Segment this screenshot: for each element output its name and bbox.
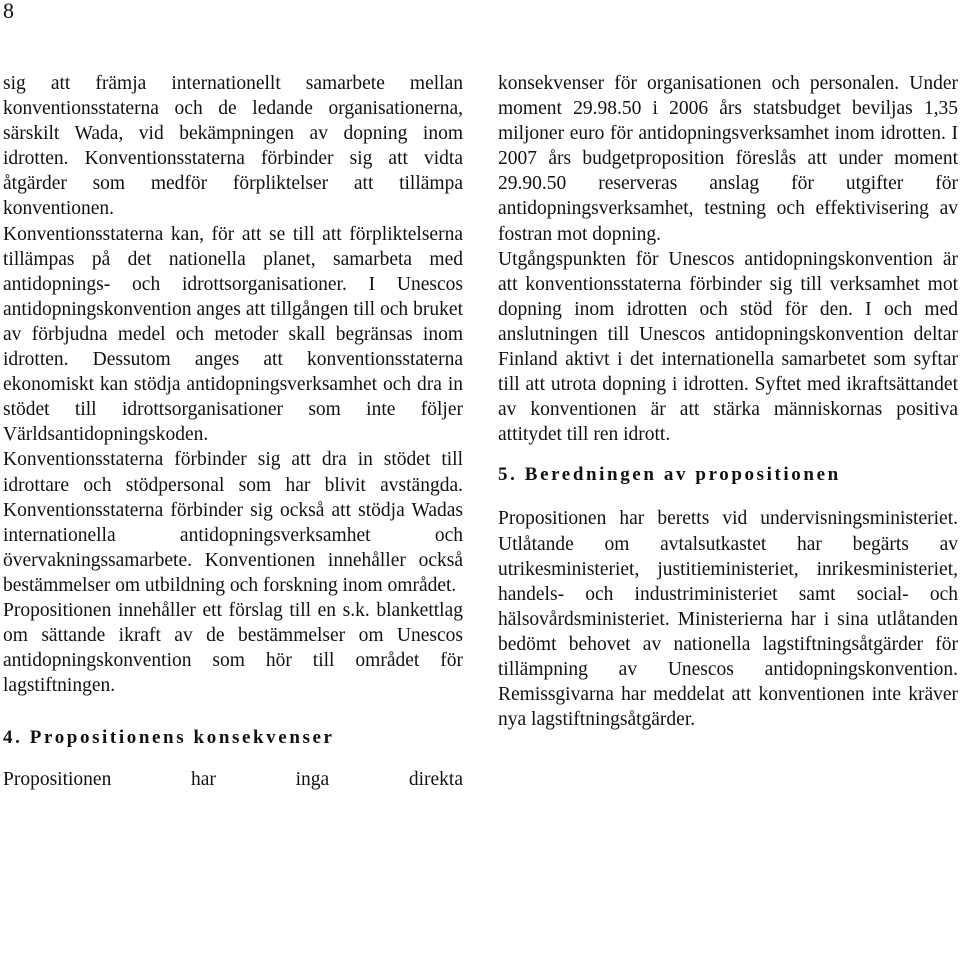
right-column	[498, 71, 958, 732]
body-paragraph: Utgångspunkten för Unescos antidopningskonvention är att konventionsstaterna förbinder sig till verksamhet mot dopning inom idrotten och stöd för den. I och med anslutningen till Unescos antidopningskonvention deltar Finland aktivt i det internationella samarbetet som syftar till att utrota dopning i idrotten. Syftet med ikraftsättandet av konventionen är att stärka människornas positiva attitydet till ren idrott.	[498, 248, 958, 446]
body-paragraph: konsekvenser för organisationen och personalen. Under moment 29.98.50 i 2006 års statsbudget beviljas 1,35 miljoner euro för antidopningsverksamhet inom idrotten. I 2007 års budgetproposition föreslås att under moment 29.90.50 reserveras anslag för utgifter för antidopningsverksamhet, testning och effektivisering av fostran mot dopning.	[498, 73, 958, 245]
body-paragraph: Konventionsstaterna förbinder sig att dra in stödet till idrottare och stödpersonal som har blivit avstängda. Konventionsstaterna förbinder sig också att stödja Wadas internationella antidopningsverksamhet och övervakningssamarbete. Konventionen innehåller också bestämmelser om utbildning och forskning inom området.	[3, 449, 463, 596]
body-paragraph: Propositionen har beretts vid undervisningsministeriet. Utlåtande om avtalsutkastet har begärts av utrikesministeriet, justitieministeriet, inrikesministeriet, handels- och industriministeriet samt social- och hälsovårdsministeriet. Ministerierna har i sina utlåtanden bedömt behovet av nationella lagstiftningsåtgärder för tillämpning av Unescos antidopningskonvention. Remissgivarna har meddelat att konventionen inte kräver nya lagstiftningsåtgärder.	[498, 508, 958, 731]
body-paragraph: Propositionen innehåller ett förslag till en s.k. blankettlag om sättande ikraft av de bestämmelser om Unescos antidopningskonvention som hör till området för lagstiftningen.	[3, 599, 463, 697]
section-heading-4: 4. Propositionens konsekvenser	[3, 727, 335, 749]
body-paragraph: Konventionsstaterna kan, för att se till att förpliktelserna tillämpas på det nationella planet, samarbeta med antidopnings- och idrottsorganisationer. I Unescos antidopningskonvention anges att tillgången till och bruket av förbjudna medel och metoder skall begränsas inom idrotten. Dessutom anges att konventionsstaterna ekonomiskt kan stödja antidopningsverksamhet och dra in stödet till idrottsorganisationer som inte följer Världsantidopningskoden.	[3, 223, 463, 446]
section-heading-5: 5. Beredningen av propositionen	[498, 464, 841, 486]
body-paragraph: sig att främja internationellt samarbete mellan konventionsstaterna och de ledande organisationerna, särskilt Wada, vid bekämpningen av dopning inom idrotten. Konventionsstaterna förbinder sig att vidta åtgärder som medför förpliktelser att tillämpa konventionen.	[3, 73, 463, 220]
page-number: 8	[3, 0, 14, 23]
left-column	[3, 71, 463, 792]
body-paragraph: Propositionen har inga direkta	[3, 769, 463, 791]
